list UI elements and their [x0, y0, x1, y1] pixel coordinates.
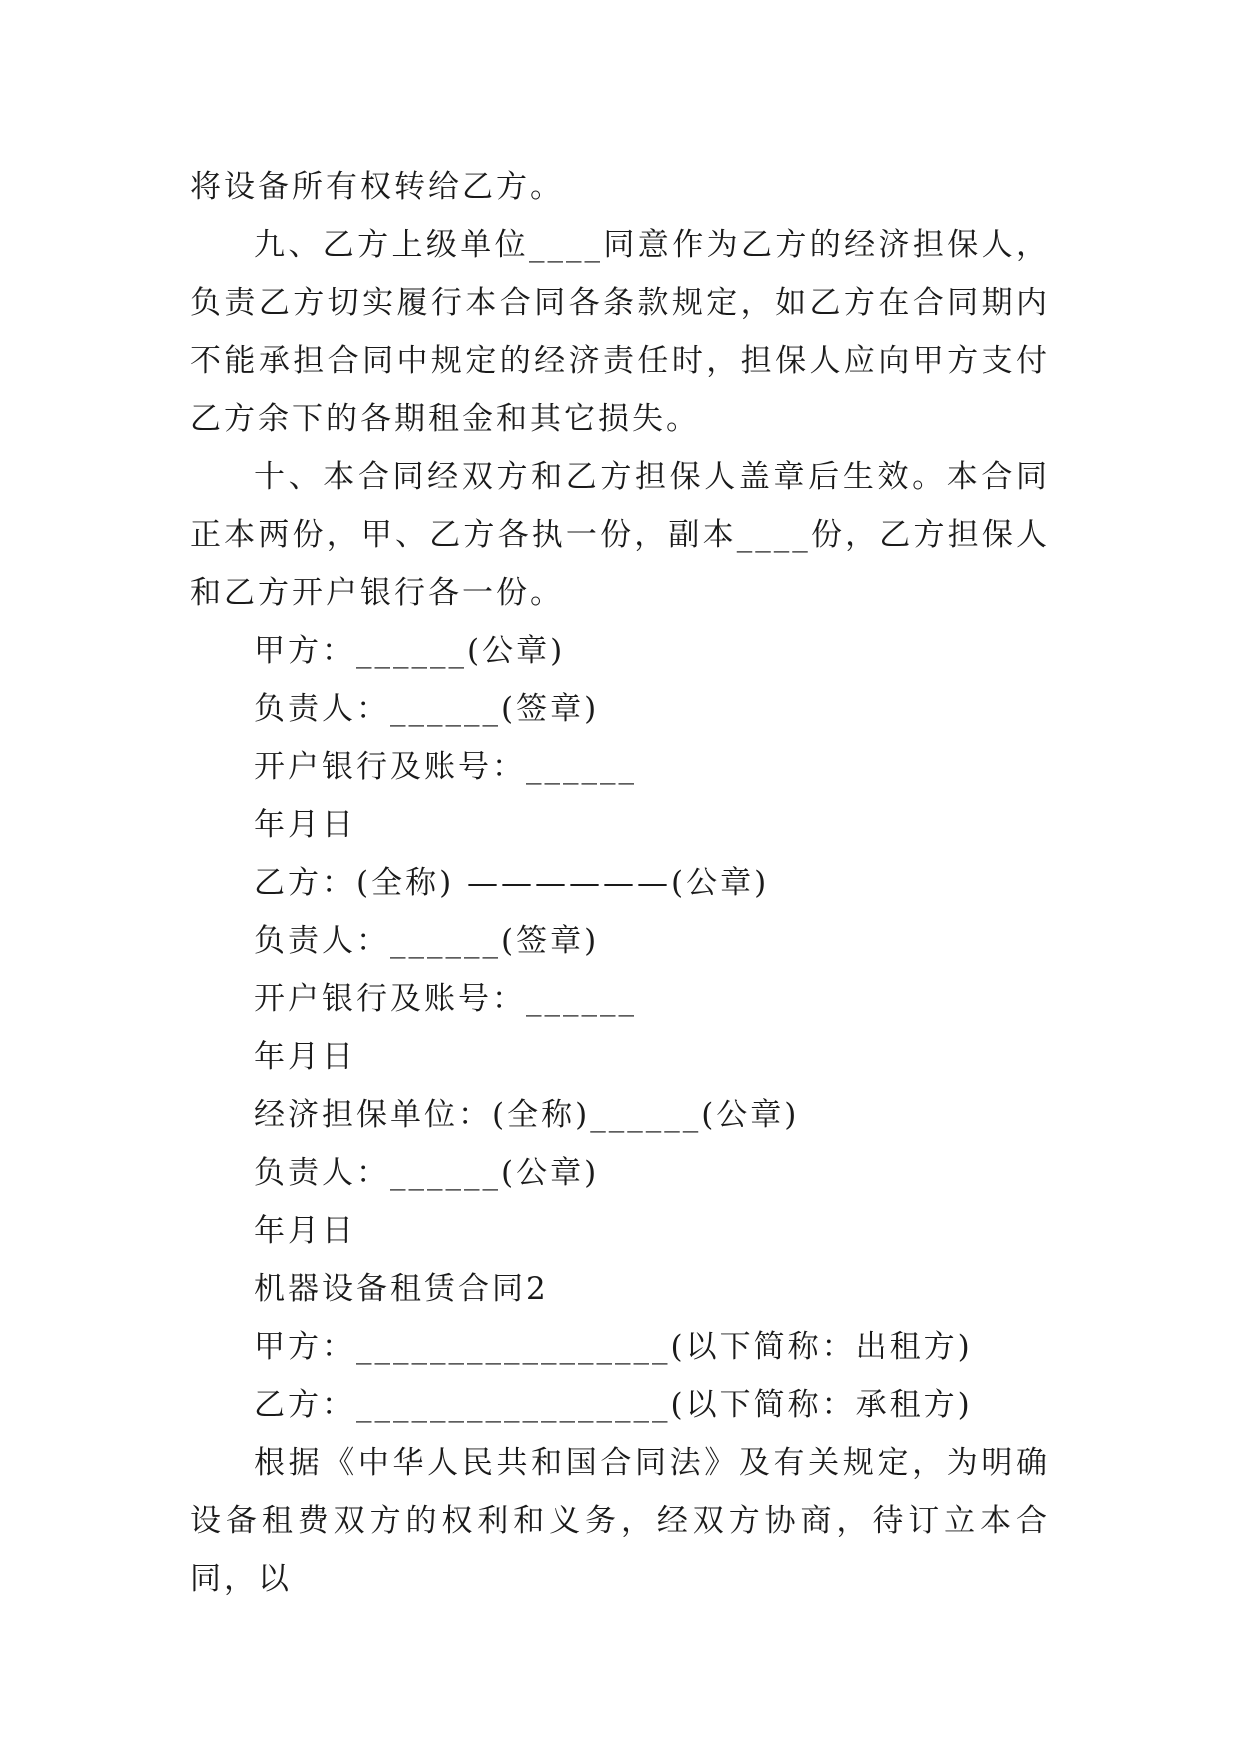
- paragraph-ownership-transfer: 将设备所有权转给乙方。: [190, 169, 564, 205]
- contract-2-party-a-line: 甲方：_________________(以下简称：出租方): [254, 1329, 973, 1365]
- party-b-bank-account-line: 开户银行及账号：______: [254, 981, 637, 1017]
- guarantor-seal-line: 经济担保单位：(全称)______(公章): [254, 1097, 800, 1133]
- guarantor-date-line: 年月日: [254, 1213, 356, 1249]
- contract-2-preamble: 根据《中华人民共和国合同法》及有关规定，为明确设备租费双方的权利和义务，经双方协商，待订立本合同，以: [190, 1445, 1050, 1597]
- party-a-bank-account-line: 开户银行及账号：______: [254, 749, 637, 785]
- contract-2-title: 机器设备租赁合同2: [254, 1271, 549, 1307]
- party-b-date-line: 年月日: [254, 1039, 356, 1075]
- party-a-date-line: 年月日: [254, 807, 356, 843]
- document-body: [190, 158, 1050, 1608]
- party-b-seal-line: 乙方：(全称) ——————(公章): [254, 865, 770, 901]
- party-b-representative-line: 负责人：______(签章): [254, 923, 600, 959]
- party-a-seal-line: 甲方：______(公章): [254, 633, 566, 669]
- contract-2-party-b-line: 乙方：_________________(以下简称：承租方): [254, 1387, 973, 1423]
- party-a-representative-line: 负责人：______(签章): [254, 691, 600, 727]
- guarantor-representative-line: 负责人：______(公章): [254, 1155, 600, 1191]
- paragraph-clause-9: 九、乙方上级单位____同意作为乙方的经济担保人，负责乙方切实履行本合同各条款规定，如乙方在合同期内不能承担合同中规定的经济责任时，担保人应向甲方支付乙方余下的各期租金和其它损失。: [190, 227, 1050, 437]
- paragraph-clause-10: 十、本合同经双方和乙方担保人盖章后生效。本合同正本两份，甲、乙方各执一份，副本____份，乙方担保人和乙方开户银行各一份。: [190, 459, 1050, 611]
